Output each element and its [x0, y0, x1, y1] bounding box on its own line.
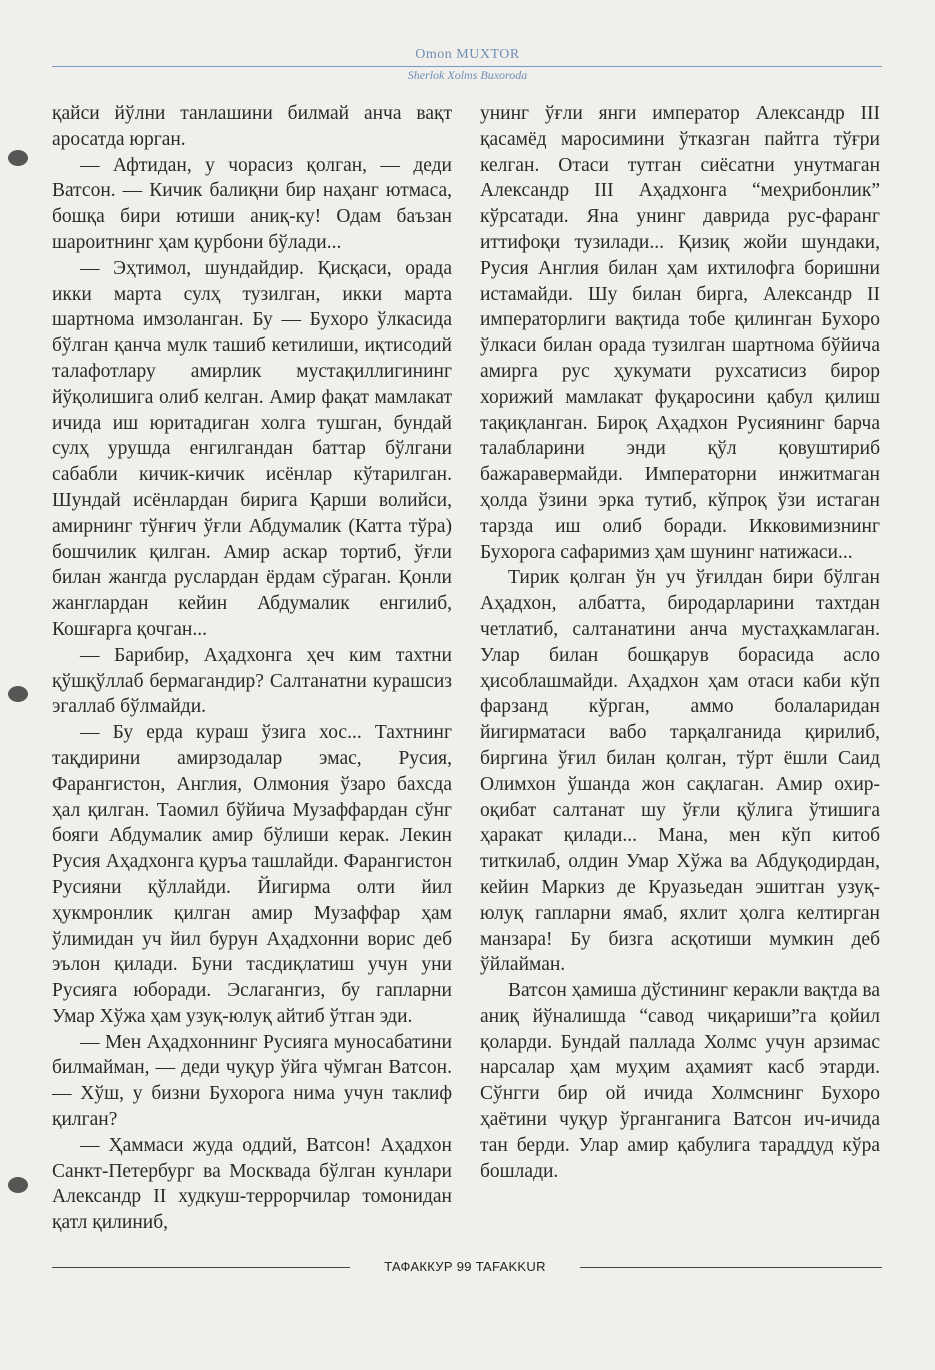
paragraph: Тирик қолган ўн уч ўғилдан бири бўлган Аҳадхон, албатта, биродарларини тахтдан четлатиб, салтанатини анча мустаҳкамлаган. Улар билан бошқарув борасида асло ҳисоблашмайди. Аҳадхон ҳам отаси каби кўп фарзанд кўрган, аммо болаларидан йигирматаси вабо тарқалганида қирилиб, биргина ўғил билан қолган, тўрт ёшли Саид Олимхон ўшанда жон сақлаган. Амир охир-оқибат салтанат шу ўғли қўлига ўтишига ҳаракат қилади... Мана, мен кўп китоб титкилаб, олдин Умар Хўжа ва Абдуқодирдан, кейин Маркиз де Круазьедан эшитган узуқ-юлуқ гапларни ямаб, яхлит ҳолга келтирган манзара! Бу бизга асқотиши мумкин деб ўйлайман.: [480, 567, 880, 976]
running-title: Sherlok Xolms Buxoroda: [407, 68, 528, 82]
paragraph: — Мен Аҳадхоннинг Русияга муносабатини билмайман, — деди чуқур ўйга чўмган Ватсон. — Хўш, у бизни Бухорога нима учун таклиф қилган?: [52, 1031, 452, 1131]
header-rule: [52, 66, 882, 67]
left-column: [52, 101, 452, 1236]
punch-hole-mark: [8, 686, 28, 702]
paragraph: қайси йўлни танлашини билмай анча вақт аросатда юрган.: [52, 103, 452, 150]
paragraph: — Бу ерда кураш ўзига хос... Тахтнинг тақдирини амирзодалар эмас, Русия, Фарангистон, Англия, Олмония ўзаро бахсда ҳал қилган. Таомил бўйича Музаффардан сўнг бояги Абдумалик амир бўлиши керак. Лекин Русия Аҳадхонга қуръа ташлайди. Фарангистон Русияни қўллайди. Йигирма олти йил ҳукмронлик қилган амир Музаффар ҳам ўлимидан уч йил бурун Аҳадхонни ворис деб эълон қилади. Буни тасдиқлатиш учун уни Русияга юборади. Эслагангиз, бу гапларни Умар Хўжа ҳам узуқ-юлуқ айтиб ўтган эди.: [52, 722, 452, 1027]
paragraph: — Афтидан, у чорасиз қолган, — деди Ватсон. — Кичик балиқни бир наҳанг ютмаса, бошқа бири ютиши аниқ-ку! Одам баъзан шароитнинг ҳам қурбони бўлади...: [52, 154, 452, 253]
footer-page-number: ТАФАККУР 99 TAFAKKUR: [384, 1259, 546, 1274]
page-footer: [52, 1256, 882, 1278]
paragraph: — Ҳаммаси жуда оддий, Ватсон! Аҳадхон Санкт-Петербург ва Москвада бўлган кунлари Александр II худкуш-террорчилар томонидан қатл қилиниб,: [52, 1134, 452, 1234]
footer-rule-right: [580, 1267, 882, 1268]
punch-hole-mark: [8, 1177, 28, 1193]
footer-rule-left: [52, 1267, 350, 1268]
author-name: Omon MUXTOR: [415, 47, 520, 62]
right-column: [480, 101, 880, 1184]
paragraph: Ватсон ҳамиша дўстининг керакли вақтда ва аниқ йўналишда “савод чиқариши”га қойил қоларди. Бундай паллада Холмс учун арзимас нарсалар ҳам муҳим аҳамият касб этарди. Сўнгги бир ой ичида Холмснинг Бухоро ҳаётини чуқур ўрганганига Ватсон ич-ичида тан берди. Улар амир қабулига тараддуд кўра бошлади.: [480, 980, 880, 1182]
punch-hole-mark: [8, 150, 28, 166]
paragraph: — Эҳтимол, шундайдир. Қисқаси, орада икки марта сулҳ тузилган, икки марта шартнома имзоланган. Бу — Бухоро ўлкасида бўлган қанча мулк ташиб кетилиши, иқтисодий талафотлару амирлик мустақиллигининг йўқолишига олиб келган. Амир фақат мамлакат ичида иш юритадиган холга тушган, бундай сулҳ урушда енгилгандан баттар бўлгани сабабли кичик-кичик исёнлар кўтарилган. Шундай исёнлардан бирига Қарши волийси, амирнинг тўнғич ўғли Абдумалик (Катта тўра) бошчилик қилган. Амир аскар тортиб, ўғли билан жангда руслардан ёрдам сўраган. Қонли жанглардан кейин Абдумалик енгилиб, Кошғарга қочган...: [52, 257, 452, 640]
paragraph: унинг ўғли янги император Александр III қасамёд маросимини ўтказган пайтга тўғри келган. Отаси тутган сиёсатни унутмаган Александр III Аҳадхонга “меҳрибонлик” кўрсатади. Яна унинг даврида рус-фаранг иттифоқи тузилади... Қизиқ жойи шундаки, Русия Англия билан ҳам ихтилофга боришни истамайди. Шу билан бирга, Александр II императорлиги вақтида тобе қилинган Бухоро ўлкаси билан орада тузилган шартнома бўйича амирга рус ҳукумати рухсатисиз бирор хорижий мамлакат фуқаросини қабул қилиш тақиқланган. Бироқ Аҳадхон Русиянинг барча талабларини энди қўл қовуштириб бажаравермайди. Императорни инжитмаган ҳолда ўзини эрка тутиб, кўпроқ ўзи истаган тарзда иш олиб боради. Икковимизнинг Бухорога сафаримиз ҳам шунинг натижаси...: [480, 103, 880, 563]
paragraph: — Барибир, Аҳадхонга ҳеч ким тахтни қўшқўллаб бермагандир? Салтанатни курашсиз эгаллаб бўлмайди.: [52, 644, 452, 718]
